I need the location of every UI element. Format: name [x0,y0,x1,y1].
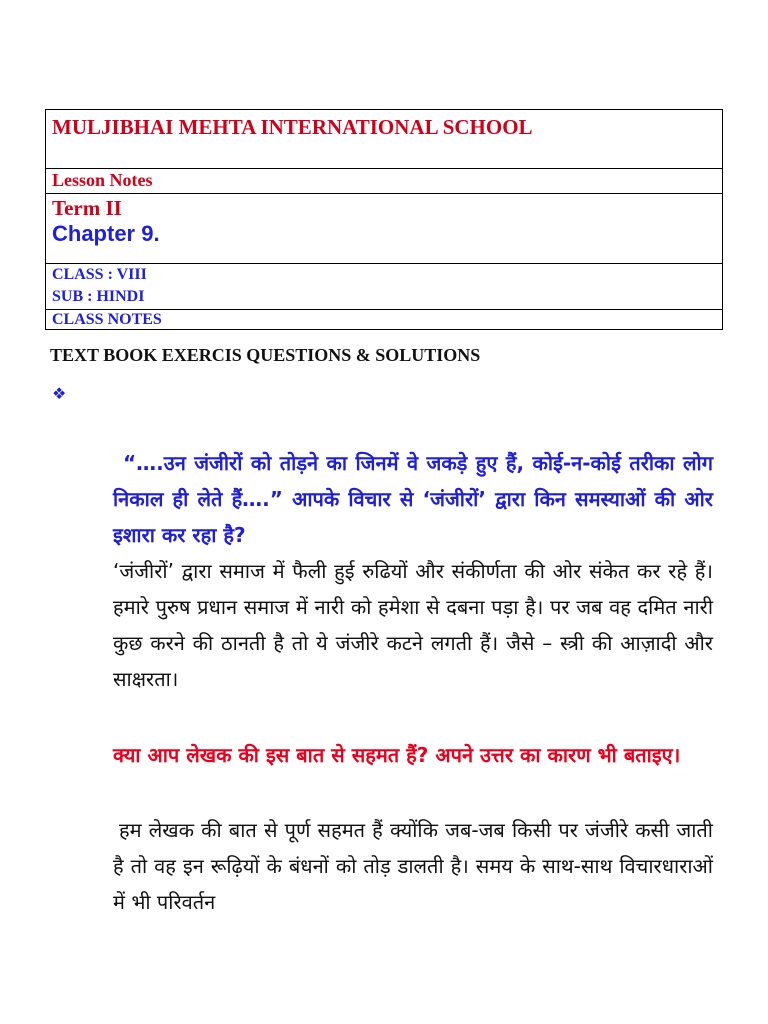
question-1: “….उन जंजीरों को तोड़ने का जिनमें वे जकड़े हुए हैं, कोई-न-कोई तरीका लोग निकाल ही लेते हैं….” आपके विचार से ‘जंजीरों’ द्वारा किन समस्याओं की ओर इशारा कर रहा है? [113,451,713,547]
question-2: क्या आप लेखक की इस बात से सहमत हैं? अपने उत्तर का कारण भी बताइए। [113,743,681,767]
section-title: TEXT BOOK EXERCIS QUESTIONS & SOLUTIONS [50,345,481,365]
school-name-row [46,110,722,168]
school-name: MULJIBHAI MEHTA INTERNATIONAL SCHOOL [52,115,533,139]
class-notes-row [46,309,722,329]
term-chapter-row [46,193,722,263]
subject-label: SUB : HINDI [52,288,145,305]
class-subject-row [46,263,722,309]
term-label: Term II [52,196,122,220]
school-header-table [45,109,723,330]
lesson-notes-label: Lesson Notes [52,170,153,190]
diamond-bullet-icon: ❖ [52,384,67,403]
chapter-label: Chapter 9. [52,221,160,246]
class-notes-label: CLASS NOTES [52,311,162,328]
answer-1: ‘जंजीरों’ द्वारा समाज में फैली हुई रुढियों और संकीर्णता की ओर संकेत कर रहे हैं। हमारे पुरुष प्रधान समाज में नारी को हमेशा से दबना पड़ा है। पर जब वह दमित नारी कुछ करने की ठानती है तो ये जंजीरे कटने लगती हैं। जैसे – स्त्री की आज़ादी और साक्षरता। [113,559,713,691]
answer-2: हम लेखक की बात से पूर्ण सहमत हैं क्योंकि जब-जब किसी पर जंजीरे कसी जाती है तो वह इन रूढ़ियों के बंधनों को तोड़ डालती है। समय के साथ-साथ विचारधाराओं में भी परिवर्तन [113,818,713,914]
lesson-notes-row [46,168,722,193]
class-label: CLASS : VIII [52,266,147,283]
